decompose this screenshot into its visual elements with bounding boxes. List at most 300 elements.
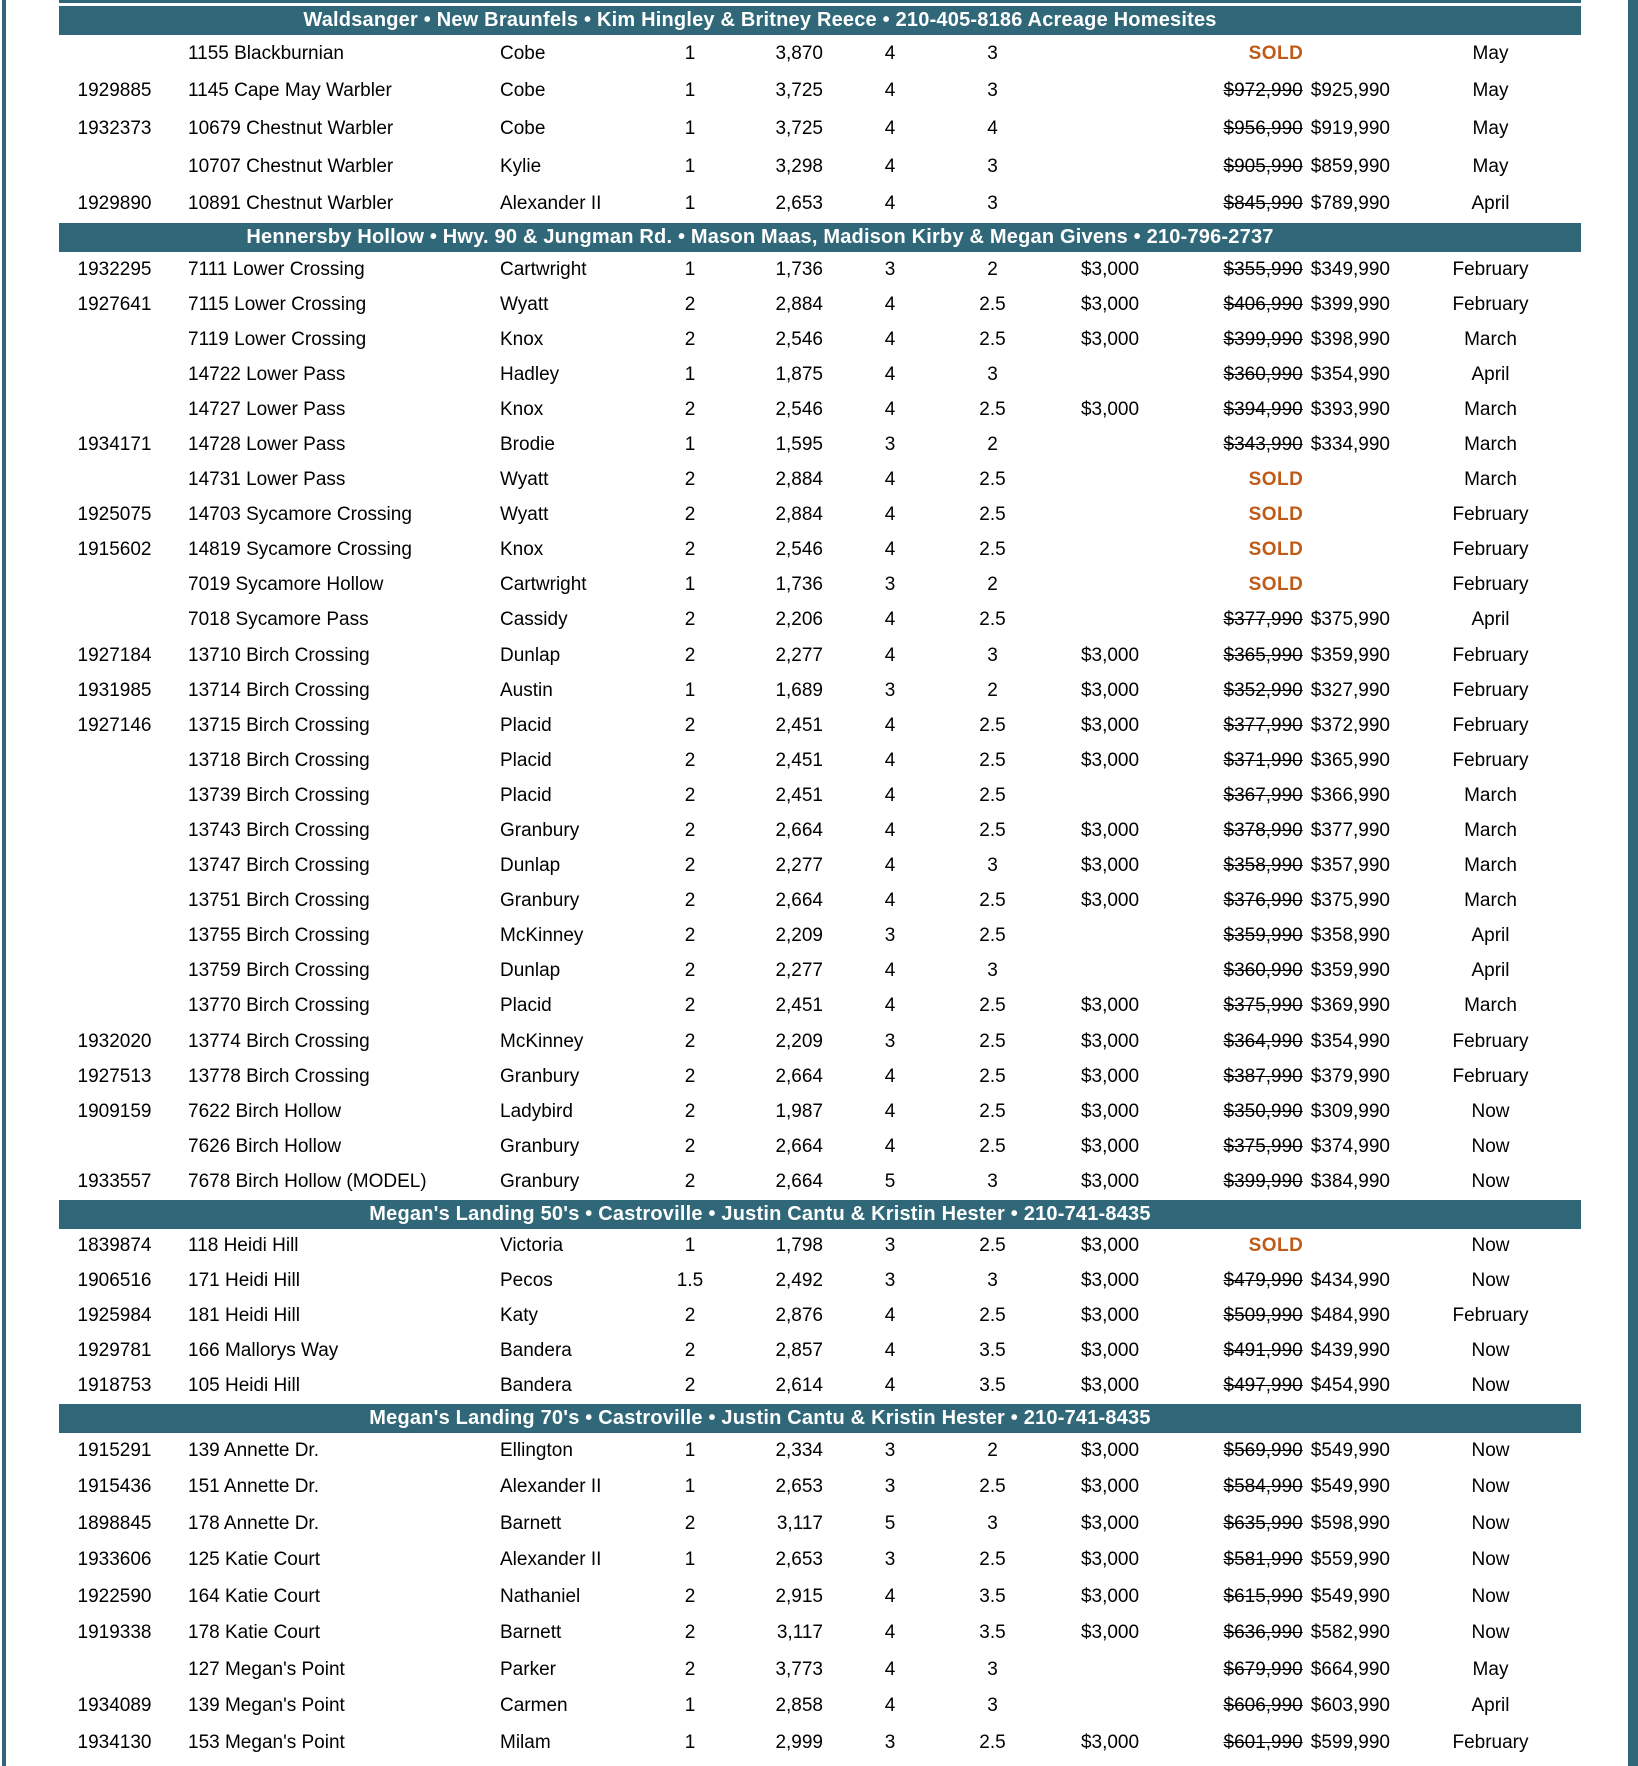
story-count: 2 bbox=[684, 1135, 696, 1157]
bath-count: 2.5 bbox=[979, 890, 1006, 912]
square-footage: 2,209 bbox=[775, 1030, 823, 1052]
listing-row bbox=[59, 884, 1581, 919]
story-count: 1 bbox=[684, 679, 696, 701]
story-count: 2 bbox=[684, 539, 696, 561]
mls-number: 1929781 bbox=[77, 1340, 152, 1361]
previous-price: $399,990 bbox=[1223, 328, 1303, 350]
mls-number: 1927146 bbox=[77, 714, 152, 736]
listing-row bbox=[59, 35, 1581, 73]
bath-count: 3 bbox=[987, 855, 998, 877]
bath-count: 2.5 bbox=[979, 995, 1006, 1017]
listing-row bbox=[59, 849, 1581, 884]
address: 10891 Chestnut Warbler bbox=[188, 193, 394, 215]
story-count: 2 bbox=[684, 398, 696, 420]
bed-count: 4 bbox=[884, 609, 896, 631]
community-section bbox=[59, 1404, 1581, 1762]
availability-month: February bbox=[1452, 504, 1529, 526]
price-cell bbox=[1180, 1031, 1400, 1053]
square-footage: 2,277 bbox=[775, 960, 823, 982]
plan-name: Knox bbox=[500, 328, 544, 350]
plan-name: Nathaniel bbox=[500, 1585, 581, 1607]
listing-row bbox=[59, 287, 1581, 322]
mls-number: 1933557 bbox=[77, 1170, 152, 1192]
current-price: $598,990 bbox=[1310, 1512, 1390, 1534]
bath-count: 3 bbox=[987, 1170, 998, 1192]
previous-price: $355,990 bbox=[1223, 258, 1303, 280]
availability-month: Now bbox=[1471, 1439, 1510, 1461]
listing-row bbox=[59, 568, 1581, 603]
address: 13743 Birch Crossing bbox=[188, 820, 370, 842]
availability-month: February bbox=[1452, 574, 1529, 596]
current-price: $359,990 bbox=[1310, 960, 1390, 982]
price-cell bbox=[1180, 259, 1400, 281]
listing-row bbox=[59, 392, 1581, 427]
listing-row bbox=[59, 148, 1581, 186]
availability-month: February bbox=[1452, 679, 1529, 701]
bed-count: 4 bbox=[884, 363, 896, 385]
plan-name: Knox bbox=[500, 398, 544, 420]
availability-month: Now bbox=[1471, 1585, 1510, 1607]
previous-price: $387,990 bbox=[1223, 1065, 1303, 1087]
current-price: $439,990 bbox=[1310, 1340, 1390, 1361]
bed-count: 4 bbox=[884, 644, 896, 666]
availability-month: March bbox=[1464, 398, 1517, 420]
listing-row bbox=[59, 1024, 1581, 1059]
incentive-amount: $3,000 bbox=[1080, 1622, 1140, 1644]
square-footage: 2,614 bbox=[775, 1375, 823, 1396]
plan-name: Ellington bbox=[500, 1439, 573, 1461]
bath-count: 2.5 bbox=[979, 1476, 1006, 1498]
plan-name: Placid bbox=[500, 995, 552, 1017]
current-price: $334,990 bbox=[1310, 433, 1390, 455]
bath-count: 2 bbox=[987, 1439, 998, 1461]
availability-month: February bbox=[1452, 1065, 1529, 1087]
plan-name: Granbury bbox=[500, 890, 580, 912]
story-count: 2 bbox=[684, 925, 696, 947]
price-cell bbox=[1180, 855, 1400, 877]
incentive-amount: $3,000 bbox=[1080, 1549, 1140, 1571]
availability-month: February bbox=[1452, 293, 1529, 315]
price-cell bbox=[1180, 680, 1400, 702]
address: 178 Katie Court bbox=[188, 1622, 321, 1644]
plan-name: Cartwright bbox=[500, 258, 587, 280]
current-price: $377,990 bbox=[1310, 820, 1390, 842]
mls-number: 1934089 bbox=[77, 1695, 152, 1717]
previous-price: $491,990 bbox=[1223, 1340, 1303, 1361]
bath-count: 2.5 bbox=[979, 925, 1006, 947]
listing-row bbox=[59, 322, 1581, 357]
incentive-amount: $3,000 bbox=[1080, 1100, 1140, 1122]
bed-count: 3 bbox=[884, 925, 896, 947]
price-cell bbox=[1180, 1235, 1400, 1257]
square-footage: 3,773 bbox=[775, 1658, 823, 1680]
previous-price: $584,990 bbox=[1223, 1476, 1303, 1498]
mls-number: 1922590 bbox=[77, 1585, 152, 1607]
previous-price: $394,990 bbox=[1223, 398, 1303, 420]
plan-name: Kylie bbox=[500, 155, 542, 177]
price-cell bbox=[1180, 1695, 1400, 1717]
address: 14728 Lower Pass bbox=[188, 433, 346, 455]
availability-month: February bbox=[1452, 714, 1529, 736]
current-price: $549,990 bbox=[1310, 1439, 1390, 1461]
mls-number: 1934130 bbox=[77, 1731, 152, 1753]
bed-count: 4 bbox=[884, 995, 896, 1017]
bath-count: 3 bbox=[987, 42, 998, 64]
bed-count: 4 bbox=[884, 398, 896, 420]
square-footage: 2,664 bbox=[775, 1135, 823, 1157]
story-count: 2 bbox=[684, 820, 696, 842]
price-cell bbox=[1180, 294, 1400, 316]
story-count: 2 bbox=[684, 1375, 696, 1396]
incentive-amount: $3,000 bbox=[1080, 714, 1140, 736]
square-footage: 3,870 bbox=[775, 42, 823, 64]
current-price: $549,990 bbox=[1310, 1585, 1390, 1607]
incentive-amount: $3,000 bbox=[1080, 1512, 1140, 1534]
previous-price: $956,990 bbox=[1223, 117, 1303, 139]
sold-badge: SOLD bbox=[1248, 1235, 1304, 1256]
address: 1145 Cape May Warbler bbox=[188, 80, 392, 102]
sections-container bbox=[59, 6, 1581, 1761]
availability-month: February bbox=[1452, 1731, 1529, 1753]
bath-count: 2.5 bbox=[979, 539, 1006, 561]
current-price: $369,990 bbox=[1310, 995, 1390, 1017]
story-count: 2 bbox=[684, 328, 696, 350]
community-header-band bbox=[59, 1404, 1581, 1433]
listing-row bbox=[59, 498, 1581, 533]
bed-count: 4 bbox=[884, 1622, 896, 1644]
bath-count: 2.5 bbox=[979, 1030, 1006, 1052]
story-count: 2 bbox=[684, 504, 696, 526]
incentive-amount: $3,000 bbox=[1080, 820, 1140, 842]
plan-name: Parker bbox=[500, 1658, 556, 1680]
address: 7119 Lower Crossing bbox=[188, 328, 367, 350]
availability-month: February bbox=[1452, 644, 1529, 666]
address: 13755 Birch Crossing bbox=[188, 925, 370, 947]
current-price: $375,990 bbox=[1310, 609, 1390, 631]
plan-name: Bandera bbox=[500, 1340, 572, 1361]
availability-month: Now bbox=[1471, 1270, 1510, 1291]
plan-name: Victoria bbox=[500, 1235, 564, 1256]
incentive-amount: $3,000 bbox=[1080, 995, 1140, 1017]
bath-count: 2.5 bbox=[979, 1305, 1006, 1326]
address: 1155 Blackburnian bbox=[188, 42, 344, 64]
availability-month: Now bbox=[1471, 1622, 1510, 1644]
previous-price: $376,990 bbox=[1223, 890, 1303, 912]
availability-month: March bbox=[1464, 469, 1517, 491]
current-price: $354,990 bbox=[1310, 363, 1390, 385]
listing-row bbox=[59, 1094, 1581, 1129]
price-cell bbox=[1180, 1305, 1400, 1327]
square-footage: 3,725 bbox=[775, 80, 823, 102]
current-price: $379,990 bbox=[1310, 1065, 1390, 1087]
listing-row bbox=[59, 1229, 1581, 1264]
availability-month: March bbox=[1464, 820, 1517, 842]
square-footage: 2,451 bbox=[775, 995, 823, 1017]
plan-name: Alexander II bbox=[500, 1549, 602, 1571]
incentive-amount: $3,000 bbox=[1080, 1135, 1140, 1157]
square-footage: 2,857 bbox=[775, 1340, 823, 1361]
bath-count: 3 bbox=[987, 193, 998, 215]
bed-count: 4 bbox=[884, 784, 896, 806]
incentive-amount: $3,000 bbox=[1080, 1340, 1140, 1361]
availability-month: May bbox=[1472, 117, 1509, 139]
bath-count: 3.5 bbox=[979, 1622, 1006, 1644]
current-price: $603,990 bbox=[1310, 1695, 1390, 1717]
availability-month: April bbox=[1471, 363, 1510, 385]
mls-number: 1927513 bbox=[77, 1065, 152, 1087]
previous-price: $399,990 bbox=[1223, 1170, 1303, 1192]
square-footage: 2,492 bbox=[775, 1270, 823, 1291]
story-count: 2 bbox=[684, 1305, 696, 1326]
listing-row bbox=[59, 1725, 1581, 1762]
availability-month: March bbox=[1464, 995, 1517, 1017]
sold-badge: SOLD bbox=[1248, 42, 1304, 64]
plan-name: Knox bbox=[500, 539, 544, 561]
square-footage: 2,451 bbox=[775, 784, 823, 806]
availability-month: May bbox=[1472, 1658, 1509, 1680]
square-footage: 2,915 bbox=[775, 1585, 823, 1607]
address: 153 Megan's Point bbox=[188, 1731, 345, 1753]
story-count: 2 bbox=[684, 1658, 696, 1680]
availability-month: February bbox=[1452, 749, 1529, 771]
previous-price: $364,990 bbox=[1223, 1030, 1303, 1052]
address: 7019 Sycamore Hollow bbox=[188, 574, 384, 596]
current-price: $359,990 bbox=[1310, 644, 1390, 666]
bed-count: 4 bbox=[884, 1135, 896, 1157]
bath-count: 2 bbox=[987, 433, 998, 455]
story-count: 2 bbox=[684, 1585, 696, 1607]
price-cell bbox=[1180, 645, 1400, 667]
address: 14722 Lower Pass bbox=[188, 363, 346, 385]
story-count: 2 bbox=[684, 855, 696, 877]
address: 13770 Birch Crossing bbox=[188, 995, 370, 1017]
listing-row bbox=[59, 463, 1581, 498]
address: 10679 Chestnut Warbler bbox=[188, 117, 394, 139]
bath-count: 2 bbox=[987, 574, 998, 596]
square-footage: 2,884 bbox=[775, 469, 823, 491]
listing-row bbox=[59, 1369, 1581, 1404]
bed-count: 4 bbox=[884, 155, 896, 177]
mls-number: 1915436 bbox=[77, 1476, 152, 1498]
plan-name: Granbury bbox=[500, 1135, 580, 1157]
plan-name: McKinney bbox=[500, 925, 584, 947]
bath-count: 3 bbox=[987, 155, 998, 177]
bath-count: 2.5 bbox=[979, 820, 1006, 842]
listing-row bbox=[59, 1579, 1581, 1616]
plan-name: Granbury bbox=[500, 820, 580, 842]
previous-price: $360,990 bbox=[1223, 363, 1303, 385]
bath-count: 3 bbox=[987, 1695, 998, 1717]
listing-row bbox=[59, 638, 1581, 673]
square-footage: 2,664 bbox=[775, 820, 823, 842]
bath-count: 4 bbox=[987, 117, 998, 139]
previous-price: $606,990 bbox=[1223, 1695, 1303, 1717]
bath-count: 3.5 bbox=[979, 1375, 1006, 1396]
price-cell bbox=[1180, 1375, 1400, 1397]
community-header-text: Waldsanger • New Braunfels • Kim Hingley & Britney Reece • 210-405-8186 Acreage Homesites bbox=[303, 9, 1217, 31]
bath-count: 2.5 bbox=[979, 1549, 1006, 1571]
sold-badge: SOLD bbox=[1248, 539, 1304, 561]
listing-row bbox=[59, 1506, 1581, 1543]
mls-number: 1927184 bbox=[77, 644, 152, 666]
square-footage: 3,117 bbox=[776, 1512, 823, 1534]
availability-month: March bbox=[1464, 855, 1517, 877]
story-count: 1 bbox=[684, 117, 696, 139]
story-count: 2 bbox=[684, 890, 696, 912]
listing-row bbox=[59, 1433, 1581, 1470]
story-count: 1 bbox=[684, 574, 696, 596]
sold-badge: SOLD bbox=[1248, 574, 1304, 596]
bed-count: 4 bbox=[884, 1375, 896, 1396]
bed-count: 3 bbox=[884, 1235, 896, 1256]
current-price: $372,990 bbox=[1310, 714, 1390, 736]
plan-name: Katy bbox=[500, 1305, 539, 1326]
listings-table bbox=[59, 0, 1581, 1761]
story-count: 2 bbox=[684, 1030, 696, 1052]
previous-price: $375,990 bbox=[1223, 1135, 1303, 1157]
bed-count: 4 bbox=[884, 1065, 896, 1087]
bed-count: 4 bbox=[884, 293, 896, 315]
address: 10707 Chestnut Warbler bbox=[188, 155, 394, 177]
current-price: $398,990 bbox=[1310, 328, 1390, 350]
availability-month: Now bbox=[1471, 1135, 1510, 1157]
availability-month: Now bbox=[1471, 1235, 1510, 1256]
story-count: 2 bbox=[684, 469, 696, 491]
square-footage: 3,298 bbox=[775, 155, 823, 177]
bed-count: 5 bbox=[884, 1512, 896, 1534]
square-footage: 2,451 bbox=[775, 749, 823, 771]
listing-row bbox=[59, 1652, 1581, 1689]
listing-row bbox=[59, 673, 1581, 708]
story-count: 1.5 bbox=[676, 1270, 704, 1291]
previous-price: $615,990 bbox=[1223, 1585, 1303, 1607]
mls-number: 1929885 bbox=[77, 80, 152, 102]
address: 118 Heidi Hill bbox=[188, 1235, 299, 1256]
previous-price: $367,990 bbox=[1223, 784, 1303, 806]
price-cell bbox=[1180, 1732, 1400, 1754]
listing-row bbox=[59, 813, 1581, 848]
availability-month: February bbox=[1452, 1030, 1529, 1052]
incentive-amount: $3,000 bbox=[1080, 749, 1140, 771]
story-count: 2 bbox=[684, 609, 696, 631]
square-footage: 2,277 bbox=[775, 855, 823, 877]
bed-count: 4 bbox=[884, 193, 896, 215]
current-price: $349,990 bbox=[1310, 258, 1390, 280]
listing-row bbox=[59, 110, 1581, 148]
bath-count: 2.5 bbox=[979, 1100, 1006, 1122]
plan-name: Granbury bbox=[500, 1170, 580, 1192]
previous-price: $343,990 bbox=[1223, 433, 1303, 455]
previous-price: $509,990 bbox=[1223, 1305, 1303, 1326]
availability-month: April bbox=[1471, 1695, 1510, 1717]
bed-count: 3 bbox=[884, 679, 896, 701]
community-section bbox=[59, 223, 1581, 1200]
availability-month: April bbox=[1471, 925, 1510, 947]
community-header-text: Hennersby Hollow • Hwy. 90 & Jungman Rd. • Mason Maas, Madison Kirby & Megan Givens • 210-796-2737 bbox=[246, 225, 1274, 248]
bath-count: 3 bbox=[987, 1270, 998, 1291]
availability-month: Now bbox=[1471, 1170, 1510, 1192]
incentive-amount: $3,000 bbox=[1080, 1235, 1140, 1256]
previous-price: $601,990 bbox=[1223, 1731, 1303, 1753]
bath-count: 2.5 bbox=[979, 398, 1006, 420]
current-price: $582,990 bbox=[1310, 1622, 1390, 1644]
current-price: $384,990 bbox=[1310, 1170, 1390, 1192]
address: 13747 Birch Crossing bbox=[188, 855, 370, 877]
current-price: $599,990 bbox=[1310, 1731, 1390, 1753]
plan-name: Carmen bbox=[500, 1695, 568, 1717]
listing-row bbox=[59, 743, 1581, 778]
previous-price: $679,990 bbox=[1223, 1658, 1303, 1680]
bath-count: 3 bbox=[987, 644, 998, 666]
plan-name: Brodie bbox=[500, 433, 555, 455]
current-price: $549,990 bbox=[1310, 1476, 1390, 1498]
address: 14727 Lower Pass bbox=[188, 398, 346, 420]
price-cell bbox=[1180, 1622, 1400, 1644]
price-cell bbox=[1180, 715, 1400, 737]
mls-number: 1931985 bbox=[77, 679, 152, 701]
bath-count: 3 bbox=[987, 960, 998, 982]
plan-name: Dunlap bbox=[500, 644, 561, 666]
current-price: $374,990 bbox=[1310, 1135, 1390, 1157]
bath-count: 2.5 bbox=[979, 1135, 1006, 1157]
bed-count: 4 bbox=[884, 117, 896, 139]
address: 171 Heidi Hill bbox=[188, 1270, 300, 1291]
page-left-border bbox=[2, 0, 6, 1766]
mls-number: 1909159 bbox=[77, 1100, 152, 1122]
plan-name: Wyatt bbox=[500, 469, 549, 491]
incentive-amount: $3,000 bbox=[1080, 1731, 1140, 1753]
price-cell bbox=[1180, 1659, 1400, 1681]
plan-name: Hadley bbox=[500, 363, 560, 385]
address: 7622 Birch Hollow bbox=[188, 1100, 342, 1122]
address: 7626 Birch Hollow bbox=[188, 1135, 342, 1157]
plan-name: Placid bbox=[500, 784, 552, 806]
incentive-amount: $3,000 bbox=[1080, 855, 1140, 877]
bed-count: 3 bbox=[884, 433, 896, 455]
address: 139 Megan's Point bbox=[188, 1695, 345, 1717]
plan-name: Wyatt bbox=[500, 504, 549, 526]
plan-name: Bandera bbox=[500, 1375, 572, 1396]
mls-number: 1918753 bbox=[77, 1375, 152, 1396]
community-section bbox=[59, 1200, 1581, 1404]
incentive-amount: $3,000 bbox=[1080, 1305, 1140, 1326]
address: 13710 Birch Crossing bbox=[188, 644, 370, 666]
previous-price: $365,990 bbox=[1223, 644, 1303, 666]
bath-count: 2.5 bbox=[979, 714, 1006, 736]
bed-count: 3 bbox=[884, 1476, 896, 1498]
address: 139 Annette Dr. bbox=[188, 1439, 319, 1461]
availability-month: May bbox=[1472, 155, 1509, 177]
previous-price: $378,990 bbox=[1223, 820, 1303, 842]
price-cell bbox=[1180, 574, 1400, 596]
square-footage: 2,876 bbox=[775, 1305, 823, 1326]
square-footage: 2,334 bbox=[775, 1439, 823, 1461]
incentive-amount: $3,000 bbox=[1080, 1375, 1140, 1396]
address: 13714 Birch Crossing bbox=[188, 679, 370, 701]
price-cell bbox=[1180, 785, 1400, 807]
incentive-amount: $3,000 bbox=[1080, 1439, 1140, 1461]
story-count: 2 bbox=[684, 749, 696, 771]
square-footage: 3,117 bbox=[776, 1622, 823, 1644]
price-cell bbox=[1180, 960, 1400, 982]
story-count: 1 bbox=[684, 193, 696, 215]
availability-month: March bbox=[1464, 784, 1517, 806]
plan-name: Pecos bbox=[500, 1270, 553, 1291]
square-footage: 2,653 bbox=[775, 193, 823, 215]
plan-name: Austin bbox=[500, 679, 553, 701]
square-footage: 2,858 bbox=[775, 1695, 823, 1717]
previous-price: $377,990 bbox=[1223, 609, 1303, 631]
